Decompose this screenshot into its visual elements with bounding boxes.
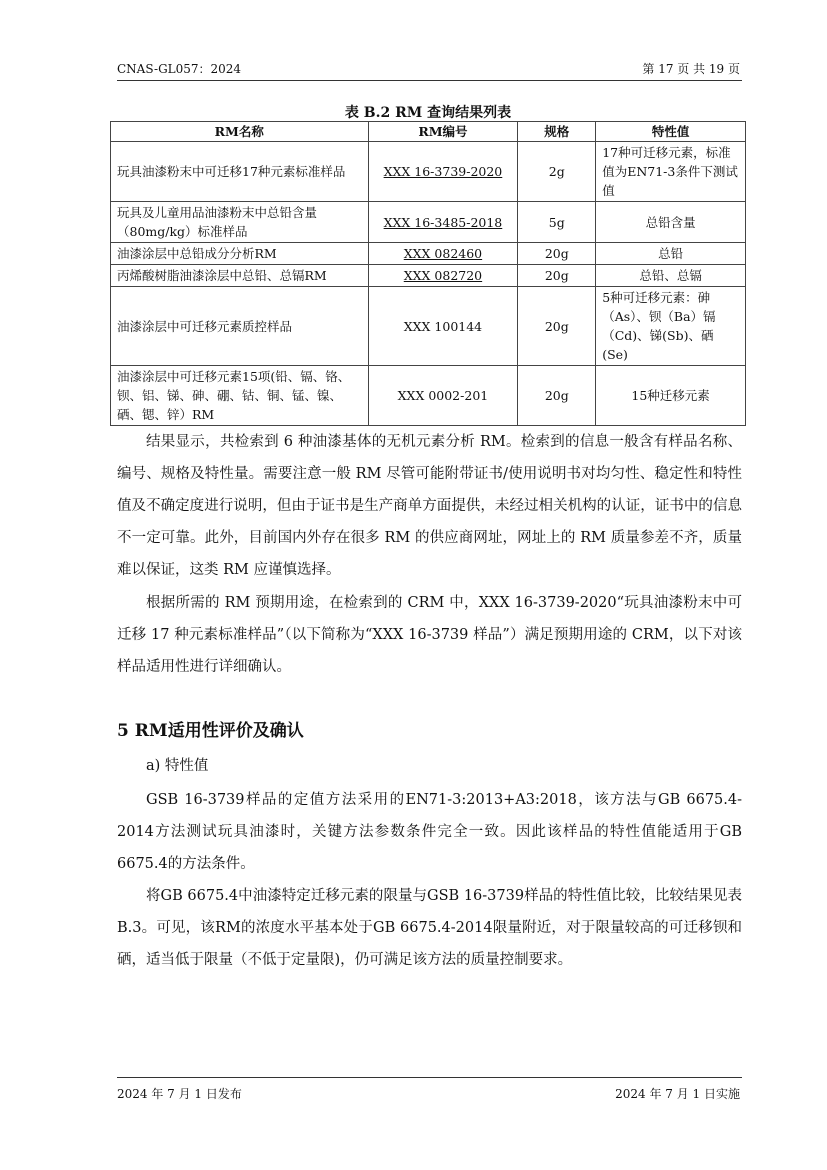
cell-rm-name: 油漆涂层中可迁移元素15项(铅、镉、铬、钡、铝、锑、砷、硼、钴、铜、锰、镍、硒、锶、锌）RM	[111, 366, 369, 426]
col-header-name: RM名称	[111, 122, 369, 142]
cell-rm-name: 丙烯酸树脂油漆涂层中总铅、总镉RM	[111, 265, 369, 287]
cell-rm-name: 玩具及儿童用品油漆粉末中总铅含量（80mg/kg）标准样品	[111, 202, 369, 243]
header-rule	[117, 80, 742, 81]
cell-rm-spec: 20g	[518, 287, 596, 366]
cell-rm-value: 总铅含量	[596, 202, 746, 243]
footer-publish-date: 2024 年 7 月 1 日发布	[117, 1087, 242, 1101]
cell-rm-code: XXX 0002-201	[368, 366, 518, 426]
table-row	[111, 366, 746, 426]
cell-rm-name: 油漆涂层中总铅成分分析RM	[111, 243, 369, 265]
paragraph-results: 结果显示，共检索到 6 种油漆基体的无机元素分析 RM。检索到的信息一般含有样品名称、编号、规格及特性量。需要注意一般 RM 尽管可能附带证书/使用说明书对均匀性、稳定性和特性值及不确定度进行说明，但由于证书是生产商单方面提供，未经过相关机构的认证，证书中的信息不一定可靠。此外，目前国内外存在很多 RM 的供应商网址，网址上的 RM 质量参差不齐，质量难以保证，这类 RM 应谨慎选择。	[117, 434, 742, 578]
paragraph-comparison: 将GB 6675.4中油漆特定迁移元素的限量与GSB 16-3739样品的特性值比较，比较结果见表B.3。可见，该RM的浓度水平基本处于GB 6675.4-2014限量附近，对于限量较高的可迁移钡和硒，适当低于限量（不低于定量限)，仍可满足该方法的质量控制要求。	[117, 888, 742, 968]
cell-rm-code: XXX 16-3739-2020	[368, 142, 518, 202]
cell-rm-code: XXX 100144	[368, 287, 518, 366]
cell-rm-value: 总铅	[596, 243, 746, 265]
subsection-title: a) 特性值	[146, 758, 209, 774]
col-header-spec: 规格	[518, 122, 596, 142]
cell-rm-value: 17种可迁移元素，标准值为EN71-3条件下测试值	[596, 142, 746, 202]
cell-rm-code: XXX 082460	[368, 243, 518, 265]
table-row	[111, 202, 746, 243]
table-row	[111, 287, 746, 366]
cell-rm-value: 总铅、总镉	[596, 265, 746, 287]
cell-rm-spec: 20g	[518, 265, 596, 287]
section-title: 5 RM适用性评价及确认	[117, 721, 304, 741]
cell-rm-spec: 2g	[518, 142, 596, 202]
cell-rm-name: 油漆涂层中可迁移元素质控样品	[111, 287, 369, 366]
cell-rm-value: 5种可迁移元素：砷（As）、钡（Ba）镉（Cd)、锑(Sb)、硒(Se)	[596, 287, 746, 366]
table-row	[111, 265, 746, 287]
rm-results-table	[110, 121, 746, 426]
header-doc-code: CNAS-GL057：2024	[117, 62, 242, 76]
table-title: 表 B.2 RM 查询结果列表	[344, 105, 512, 121]
table-row	[111, 142, 746, 202]
cell-rm-value: 15种迁移元素	[596, 366, 746, 426]
col-header-code: RM编号	[368, 122, 518, 142]
cell-rm-code: XXX 16-3485-2018	[368, 202, 518, 243]
cell-rm-spec: 20g	[518, 243, 596, 265]
footer-rule	[117, 1077, 742, 1078]
cell-rm-name: 玩具油漆粉末中可迁移17种元素标准样品	[111, 142, 369, 202]
header-page-info: 第 17 页 共 19 页	[642, 62, 740, 76]
paragraph-crm-selection: 根据所需的 RM 预期用途，在检索到的 CRM 中，XXX 16-3739-2020“玩具油漆粉末中可迁移 17 种元素标准样品”（以下简称为“XXX 16-3739 样品”）满足预期用途的 CRM，以下对该样品适用性进行详细确认。	[117, 595, 742, 675]
table-header-row	[111, 122, 746, 142]
footer-implement-date: 2024 年 7 月 1 日实施	[615, 1087, 740, 1101]
table-row	[111, 243, 746, 265]
paragraph-method: GSB 16-3739样品的定值方法采用的EN71-3:2013+A3:2018，该方法与GB 6675.4-2014方法测试玩具油漆时，关键方法参数条件完全一致。因此该样品的特性值能适用于GB 6675.4的方法条件。	[117, 792, 742, 872]
cell-rm-spec: 5g	[518, 202, 596, 243]
col-header-value: 特性值	[596, 122, 746, 142]
cell-rm-code: XXX 082720	[368, 265, 518, 287]
cell-rm-spec: 20g	[518, 366, 596, 426]
